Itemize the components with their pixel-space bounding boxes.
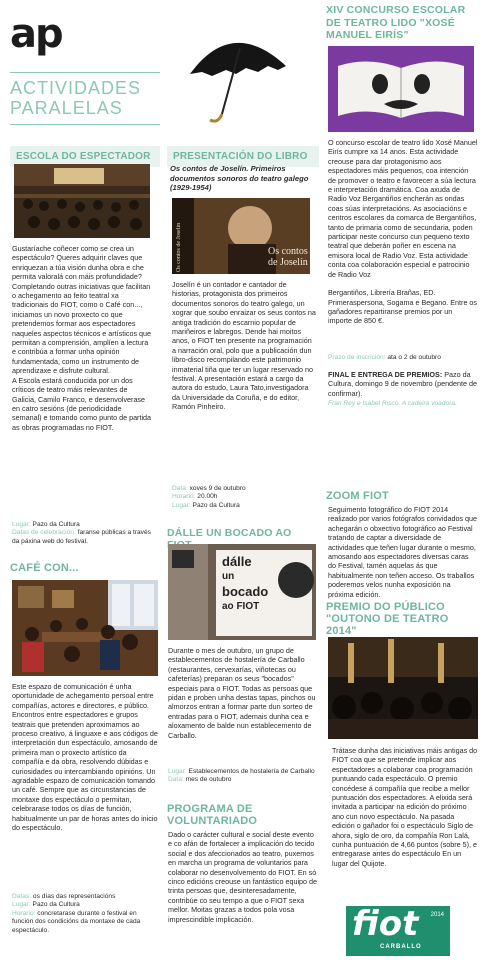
cafe-meta-datas-key: Datas: (12, 893, 32, 900)
book-cover-text (268, 246, 308, 268)
presentacion-book-title: Os contos de Joselín. Primeiros documentos sonoros do teatro galego (1929-1954) (170, 164, 309, 193)
umbrella-illustration (182, 26, 292, 126)
cafe-meta (12, 893, 158, 935)
concurso-inscripcion-key: Prazo de inscrición: (328, 354, 386, 361)
premio-heading-line1: PREMIO DO PÚBLICO (326, 601, 445, 613)
presentacion-meta-data-key: Data: (172, 485, 188, 492)
cafe-meta-datas-value: os días das representacións (32, 893, 116, 900)
bocado-poster-line1: dálle (222, 554, 252, 569)
concurso-body (328, 138, 478, 326)
title-rule-bottom (10, 124, 160, 125)
presentacion-meta-horario-key: Horario: (172, 493, 196, 501)
concurso-final (328, 370, 478, 398)
concurso-credit: Fran Rey e Isabel Risco. A cadeira voadora. (328, 400, 457, 407)
book-spine-text: Os contos de Joselín (176, 222, 182, 272)
cafe-meta-horario-key: Horario: (12, 909, 36, 917)
cafe-meta-lugar-value: Pazo da Cultura (32, 901, 80, 909)
bocado-poster-line2: un (222, 571, 235, 582)
voluntariado-section (167, 803, 319, 827)
voluntariado-heading-line2: VOLUNTARIADO (167, 815, 258, 827)
cafe-photo (12, 580, 158, 676)
presentacion-heading: PRESENTACIÓN DO LIBRO (167, 146, 319, 167)
escola-meta-lugar-key: Lugar: (12, 521, 31, 528)
concurso-book-illustration (328, 46, 474, 132)
zoom-body: Seguimento fotográfico do FIOT 2014 realizado por varios fotógrafos convidados que achegarán o obxectivo fotográfico ao Festival tratando de captar a diversidade de actividades que teñen lugar durante o mesmo, amosando aos espectadores diversas caras do Festival, tamén aquelas ás que habitualmente non teñen acceso. Os traballos poderemos velos nunha exposición na próxima edición. (328, 505, 478, 599)
voluntariado-heading-line1: PROGRAMA DE (167, 803, 253, 815)
fiot-logo-city: CARBALLO (380, 944, 422, 950)
fiot-logo-word: fiot (352, 904, 419, 944)
ap-logo: ap (10, 11, 62, 57)
book-cover-text-line1: Os contos (268, 246, 308, 257)
concurso-inscripcion-value: ata o 2 de outubro (387, 354, 441, 361)
title-rule-top (10, 72, 160, 73)
bocado-meta-data-value: mes de outubro (185, 776, 232, 784)
bocado-meta (168, 768, 318, 785)
escola-body (12, 244, 152, 432)
voluntariado-heading (167, 803, 319, 827)
escola-meta-lugar-value: Pazo da Cultura (32, 521, 80, 528)
cafe-meta-horario-value: concretarase durante o festival en función dos condicións da montaxe de cada espectáculo. (12, 909, 141, 934)
bocado-heading: DÁLLE UN BOCADO AO (167, 527, 292, 539)
book-cover-text-line2: de Joselín (268, 257, 308, 268)
cafe-meta-lugar-key: Lugar: (12, 901, 31, 909)
bocado-meta-lugar-key: Lugar: (168, 768, 187, 775)
concurso-section (326, 4, 478, 42)
bocado-body: Durante o mes de outubro, un grupo de establecementos de hostalería de Carballo (restaurantes, cervexarías, viñotecas ou cafeterías) preparan os seus "bocados" especiais para o FIOT. Todas as persoas que pidan e proben unha destas tapas, pinchos ou almorzos entran a formar parte dun sorteo de entradas para o FIOT, ademais dunha cea e aloxamento de balde nun establecemento de Carballo. (168, 646, 316, 740)
page-title-line1: ACTIVIDADES (10, 78, 142, 98)
presentacion-meta-horario-value: 20.00h (197, 493, 218, 501)
zoom-section (326, 490, 478, 502)
page-title-line2: PARALELAS (10, 98, 123, 118)
premio-heading-line2: "OUTONO DE TEATRO 2014" (326, 613, 449, 637)
fiot-logo-year: 2014 (430, 912, 444, 918)
voluntariado-body: Dado o carácter cultural e social deste evento e co afán de fortalecer a implicación do tecido social e dos afeccionados ao teatro, puxemos en marcha un programa de voluntarios para colaborar no desenvolvemento do FIOT. En só cinco edicións creouse un fantástico equipo de trinta persoas que, desinteresadamente, contribúe co seu tempo a que o FIOT sexa mellor. Moitas grazas a todos pola vosa imprescindible implicación. (168, 830, 318, 924)
page-title (10, 78, 170, 118)
escola-body-p1: Gustaríache coñecer como se crea un espectáculo? Queres adquirir claves que enriquezan a túa visión dunha obra e che permita valoralá con máis profundidade? Completando outras iniciativas que facilitan o achegamento ao feito teatral xa tradicionais do FIOT, como o Café con..., iniciamos un novo proxecto co que pretendemos formar aos espectadores naqueles aspectos técnicos e artísticos que permitan a comprensión, amplíen a lectura e contribúa a formar unha opinión fundamentada, como un instrumento de aprendizaxe e disfrute cultural. (12, 244, 152, 376)
premio-heading (326, 601, 478, 637)
concurso-final-key: FINAL E ENTREGA DE PREMIOS: (328, 370, 443, 379)
presentacion-meta-lugar-value: Pazo da Cultura (192, 501, 240, 509)
zoom-heading: ZOOM FIOT (326, 490, 389, 502)
concurso-body-p1: O concurso escolar de teatro lido Xosé Manuel Eirís cumpre xa 14 anos. Esta actividade creouse para dar protagonismo aos espectadores máis pequenos, coa intención de promover o teatro e favorecer a súa lectura e interpretación dramática. Coa axuda de Radio Voz Bergantiños encherán as ondas coas súas interpretacións. As asociacións e centros escolares da comarca de Bergantiños, tanto de primaria como de secundaria, poden participar neste concurso cun pequeno texto teatral que deberán poñer en escena na emisora local de Radio Voz. Esta actividade conta coa colaboración especial e patrocinio de Radio Voz (328, 138, 478, 279)
presentacion-body: Joselín é un contador e cantador de historias, protagonista dos primeiros documentos sonoros do teatro galego, un xograr que soubo enraizar os seus contos na antiga tradición do escarnio popular de mariñeiros e labregos. Dende hai moitos anos, o FIOT ten presente na programación a narración oral, polo que a publicación dun libro-disco recompilando este patrimonio inmaterial tiña que ter un lugar reservado no festival. A presentación estará a cargo da autora do estudo, Laura Tato,investigadora da Universidade da Coruña, e do editor, Ramón Pinheiro. (172, 280, 316, 412)
escola-meta (12, 521, 152, 546)
escola-photo (14, 164, 150, 238)
escola-meta-datas-value: faranse públicas a través da páxina web do festival. (12, 529, 151, 545)
premio-section (326, 601, 478, 637)
presentacion-meta (172, 485, 316, 510)
premio-photo (328, 637, 478, 739)
bocado-poster-text (222, 554, 268, 614)
escola-body-p2: A Escola estará conducida por un dos críticos de teatro máis relevantes de Galicia, Camilo Franco, e desenvolverase en catro sesións (de periodicidade semanal) e tomando como punto de partida as obras programadas no FIOT. (12, 375, 152, 432)
concurso-final-value: Pazo da Cultura, domingo 9 de novembro (pendente de confirmar). (328, 370, 478, 398)
cafe-heading: CAFÉ CON... (10, 562, 79, 574)
escola-meta-datas-key: Datas de celebración: (12, 529, 76, 537)
concurso-body-p2: Bergantiños, Librería Brañas, ED. Primeraspersona, Sogama e Begano. Entre os gañadores repartiranse premios por un importe de 850 €. (328, 288, 478, 326)
bocado-poster-line3: bocado (222, 584, 269, 599)
cafe-section (10, 562, 160, 574)
premio-body: Trátase dunha das iniciativas máis antigas do FIOT coa que se pretende implicar aos espectadores a colaborar coa programación puntuando cada espectáculo. O premio concédese á compañía que recibe a mellor puntuación dos espectadores. A elixida será invitada a participar na edición do próximo ano cun novo espectáculo. Na pasada edición o gañador foi o espectáculo Siglo de ahora, siglo de oro, da compañía Ron Lalá, cunha puntuación de 4,66 puntos (sobre 5), e entregarase antes do espectáculo En un lugar del Quijote. (332, 746, 478, 868)
presentacion-meta-data-value: xoves 9 de outubro (189, 485, 246, 492)
concurso-inscripcion (328, 354, 478, 362)
bocado-poster-line4: ao FIOT (222, 601, 260, 612)
bocado-poster-photo (168, 544, 316, 640)
fiot-footer-logo (346, 906, 450, 956)
escola-heading: ESCOLA DO ESPECTADOR (10, 146, 160, 167)
concurso-heading: XIV CONCURSO ESCOLAR DE TEATRO LIDO "XOSÉ MANUEL EIRÍS" (326, 4, 466, 41)
cafe-body: Este espazo de comunicación é unha oportunidade de achegamento persoal entre compañías, actores e directores, e público. Encontros entre espectadores e grupos teatrais que pretenden aproximarnos ao proceso creativo, á linguaxe e aos códigos de interpretación dun espectáculo, amosando de primeira man o proxecto artístico da compañía e da obra, resolvendo dúbidas e curiosidades ou intercambiando opinións. Un agradable espazo de comunicación tomando un café. Sempre que as circunstancias de montaxe dos espectáculo o permitan, celebrarase todos os días de función, habitualmente un par de horas antes do inicio do espectáculo. (12, 682, 158, 833)
book-cover-photo (172, 198, 310, 274)
presentacion-meta-lugar-key: Lugar: (172, 501, 191, 509)
bocado-meta-lugar-value: Establecementos de hostalería de Carballo (188, 768, 315, 775)
bocado-meta-data-key: Data: (168, 776, 184, 784)
